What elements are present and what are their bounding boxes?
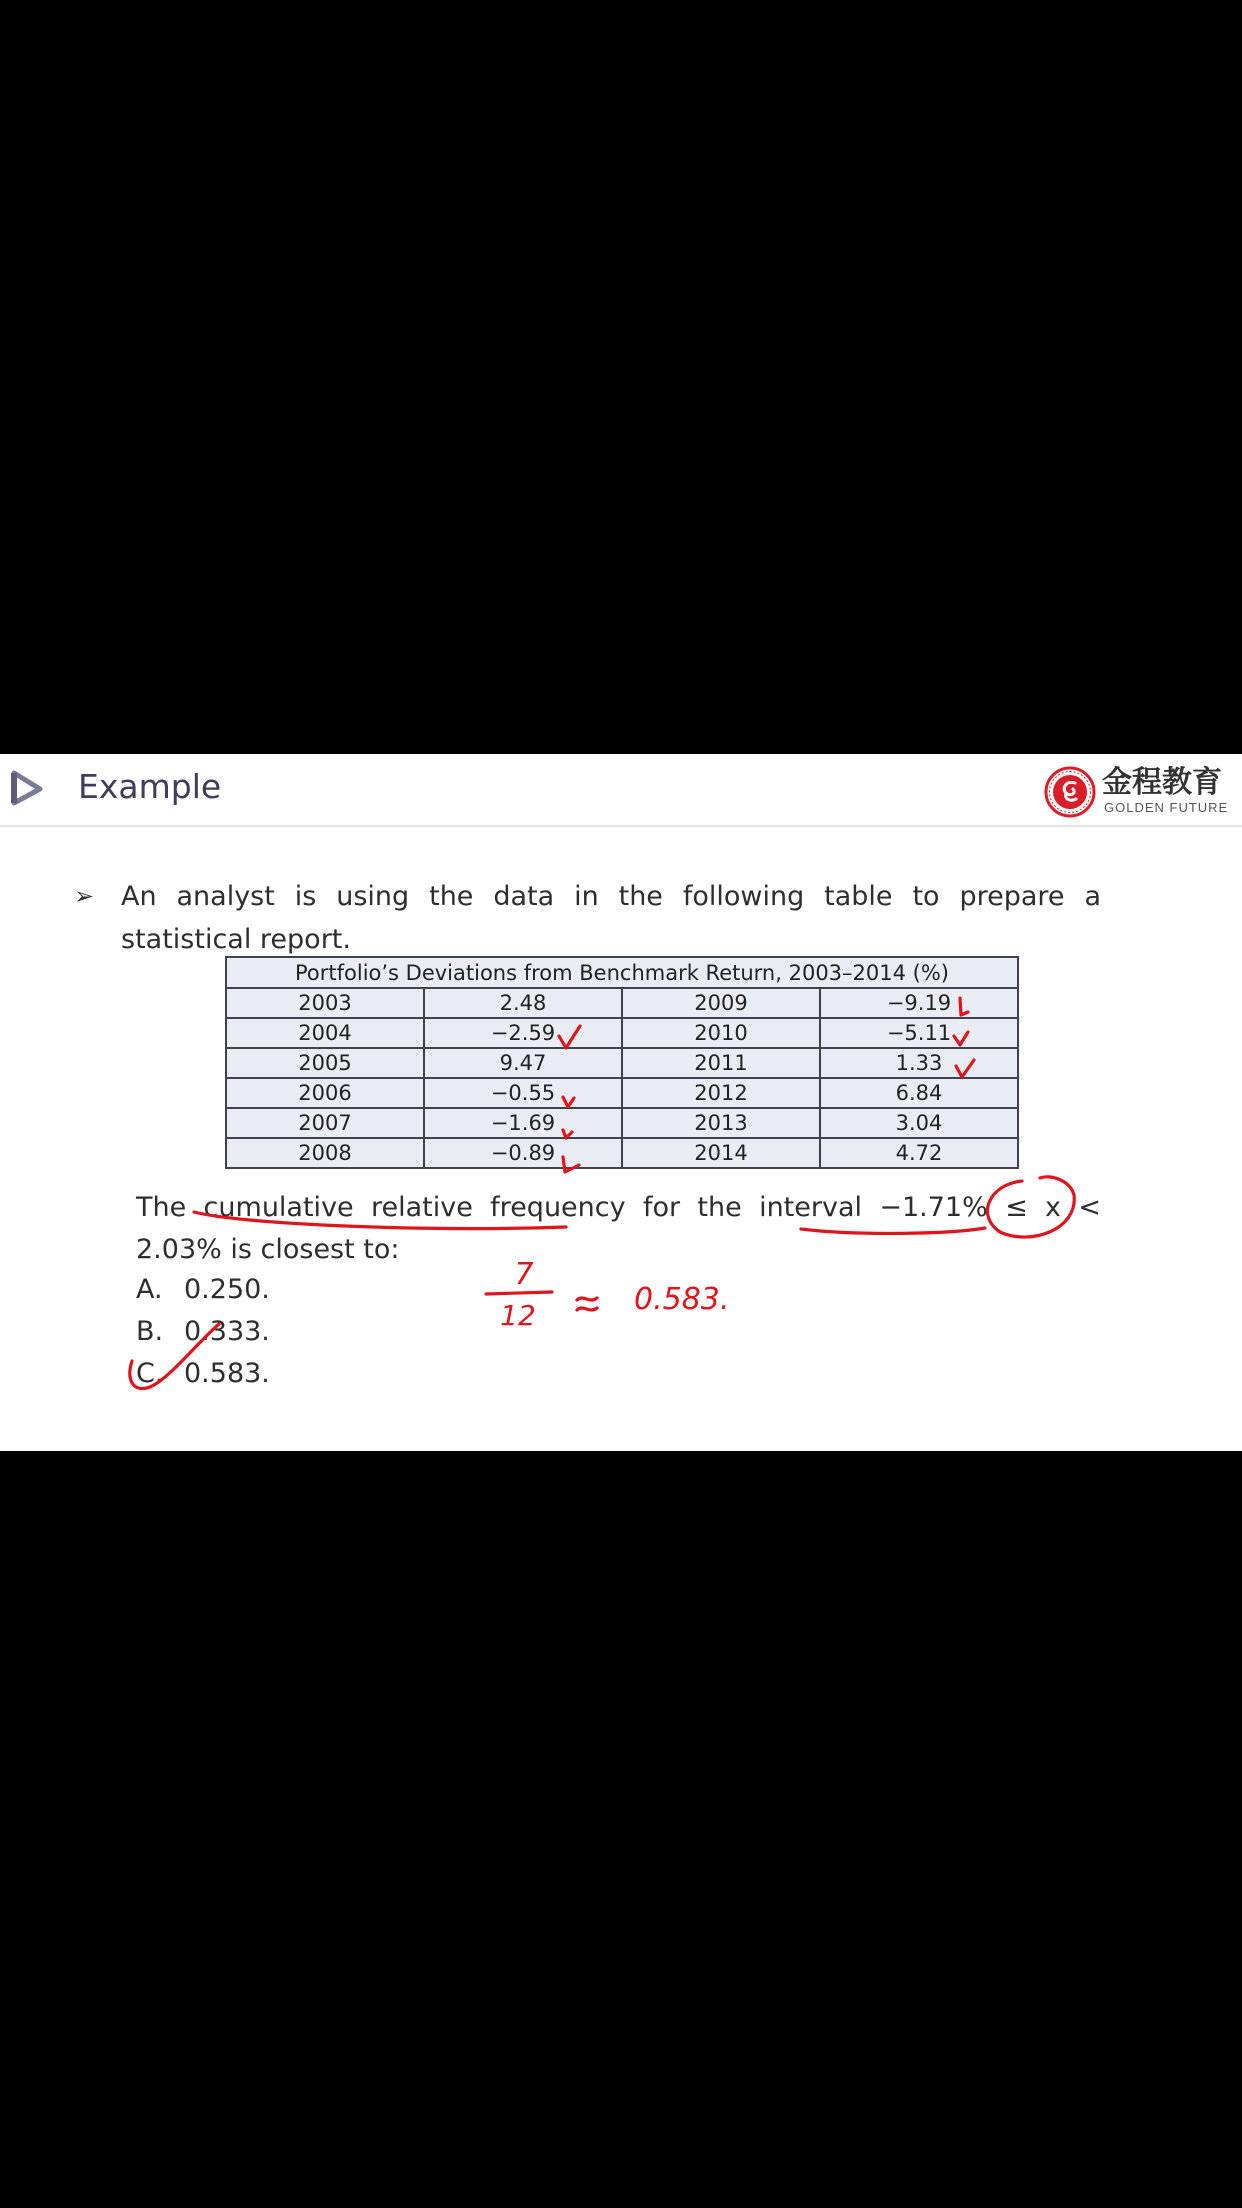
table-cell: 2007	[226, 1108, 424, 1138]
table-cell: 2004	[226, 1018, 424, 1048]
table-row	[226, 1078, 1018, 1108]
option-b	[136, 1311, 270, 1353]
table-cell: −9.19	[820, 988, 1018, 1018]
slide-title: Example	[78, 767, 222, 806]
table-cell: 4.72	[820, 1138, 1018, 1168]
fraction-denominator: 12	[500, 1299, 536, 1332]
option-a	[136, 1269, 270, 1311]
table-cell: 2013	[622, 1108, 820, 1138]
table-cell: 2006	[226, 1078, 424, 1108]
logo-name-en: GOLDEN FUTURE	[1104, 800, 1229, 815]
table-row	[226, 1138, 1018, 1168]
table-cell: −2.59	[424, 1018, 622, 1048]
table-cell: −0.89	[424, 1138, 622, 1168]
option-c	[136, 1353, 270, 1395]
table-cell: 2009	[622, 988, 820, 1018]
logo	[1040, 762, 1238, 820]
option-value: 0.333.	[184, 1316, 270, 1347]
table-cell: 2011	[622, 1048, 820, 1078]
table-title: Portfolio’s Deviations from Benchmark Return, 2003–2014 (%)	[226, 957, 1018, 988]
approx-value: 0.583.	[634, 1282, 730, 1317]
option-value: 0.250.	[184, 1274, 270, 1305]
table-cell: 2010	[622, 1018, 820, 1048]
table-row	[226, 1108, 1018, 1138]
slide-header	[0, 754, 1242, 824]
table-cell: −1.69	[424, 1108, 622, 1138]
table-cell: 2014	[622, 1138, 820, 1168]
logo-name-cn: 金程教育	[1102, 765, 1222, 800]
play-icon	[8, 769, 46, 807]
table-cell: 2005	[226, 1048, 424, 1078]
table-row	[226, 1018, 1018, 1048]
question-text: The cumulative relative frequency for the interval −1.71% ≤ x < 2.03% is closest to:	[136, 1192, 1101, 1265]
table-cell: 2008	[226, 1138, 424, 1168]
table-cell: −0.55	[424, 1078, 622, 1108]
header-divider	[0, 825, 1242, 827]
option-letter: C.	[136, 1358, 164, 1389]
option-letter: A.	[136, 1274, 163, 1305]
intro-text: An analyst is using the data in the following table to prepare a statistical report.	[121, 881, 1101, 955]
fraction-numerator: 7	[514, 1257, 534, 1292]
golden-future-seal-icon	[1044, 766, 1096, 818]
table-cell: 2012	[622, 1078, 820, 1108]
option-letter: B.	[136, 1316, 164, 1347]
table-header-row	[226, 957, 1018, 988]
table-cell: 3.04	[820, 1108, 1018, 1138]
table-cell: 2.48	[424, 988, 622, 1018]
table-cell: 9.47	[424, 1048, 622, 1078]
bullet-arrow-icon: ➢	[74, 882, 95, 910]
option-value: 0.583.	[184, 1358, 270, 1389]
deviation-table	[225, 956, 1019, 1169]
table-row	[226, 1048, 1018, 1078]
table-cell: −5.11	[820, 1018, 1018, 1048]
table-cell: 2003	[226, 988, 424, 1018]
table-cell: 1.33	[820, 1048, 1018, 1078]
table-row	[226, 988, 1018, 1018]
table-cell: 6.84	[820, 1078, 1018, 1108]
